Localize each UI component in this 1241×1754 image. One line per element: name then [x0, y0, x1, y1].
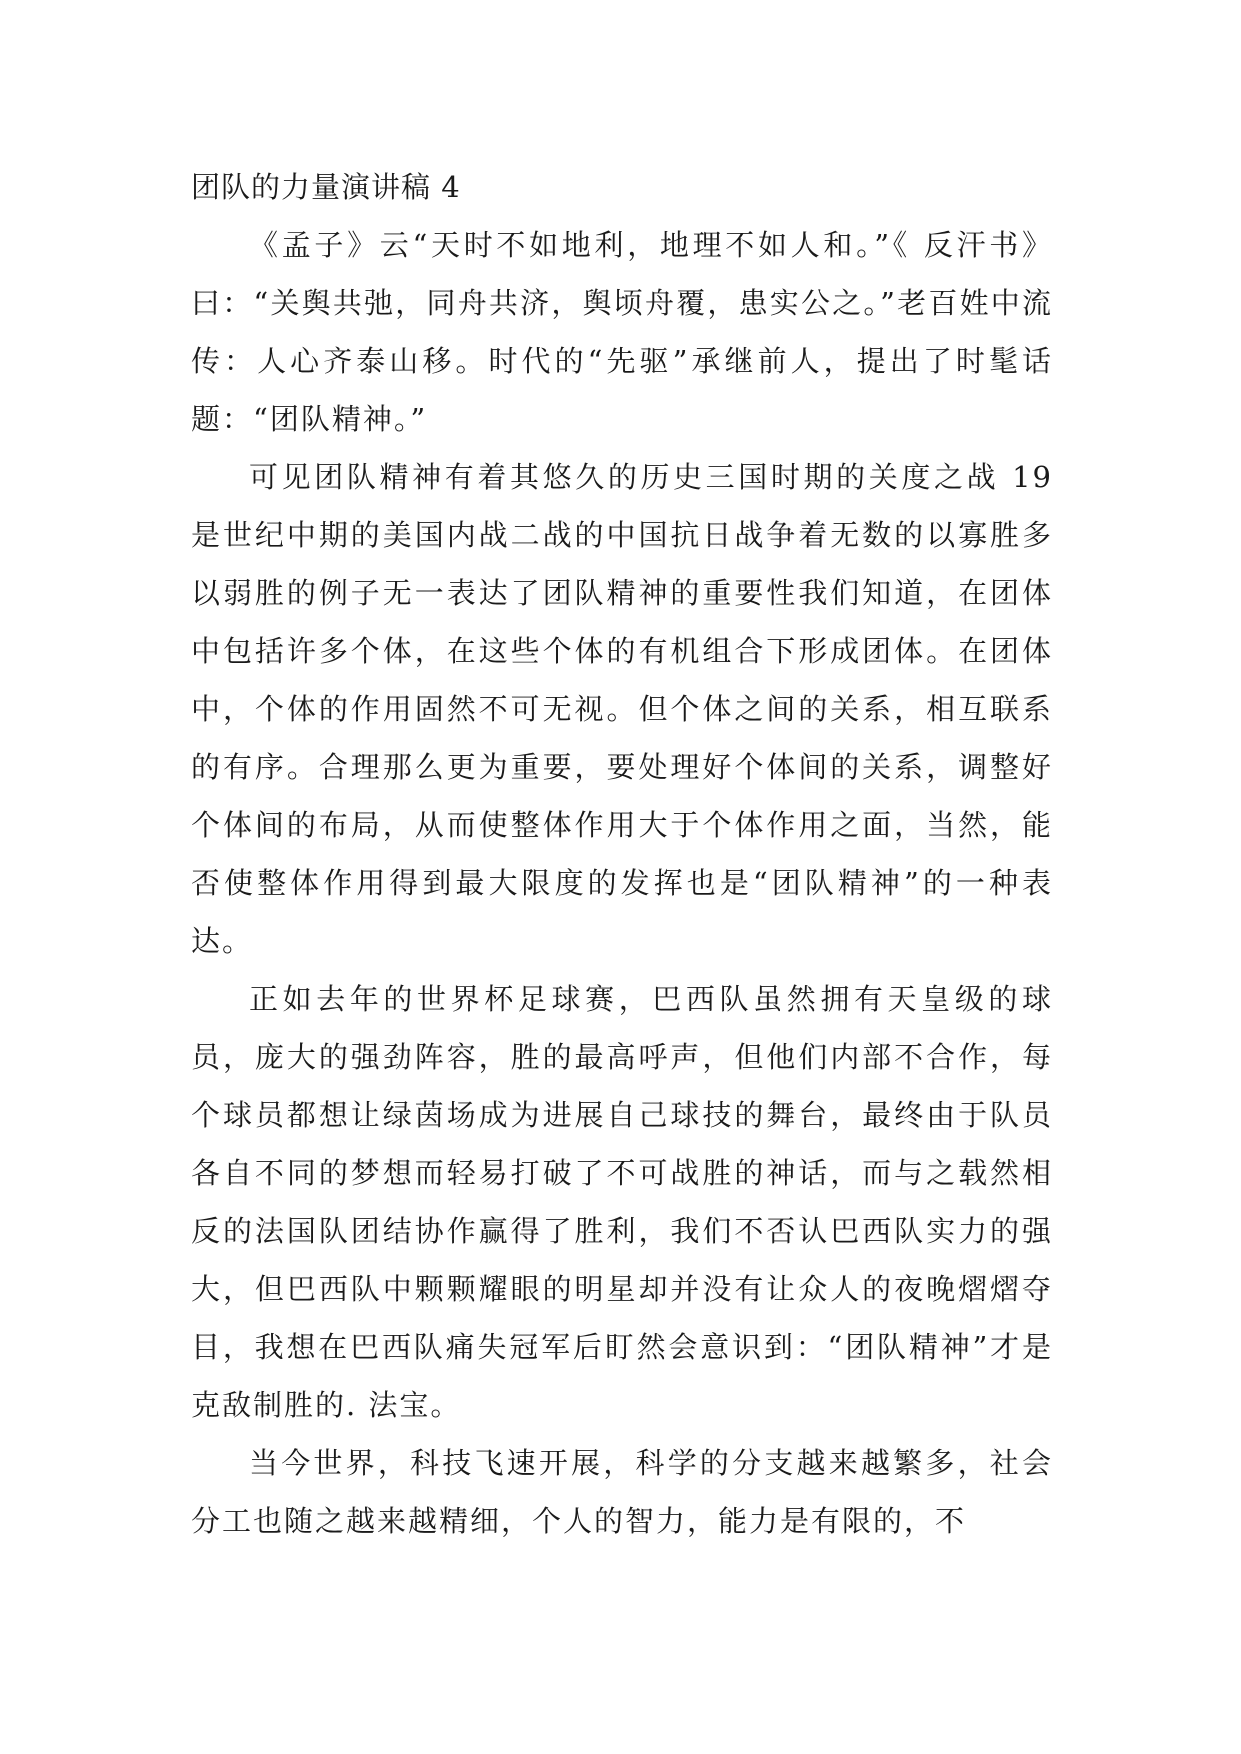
paragraph-4: 当今世界，科技飞速开展，科学的分支越来越繁多，社会分工也随之越来越精细，个人的智力，能力是有限的，不: [191, 1446, 1053, 1538]
paragraph-1: 《孟子》云“天时不如地利，地理不如人和。”《 反汗书》曰：“关舆共弛，同舟共济，舆顷舟覆，患实公之。”老百姓中流传：人心齐泰山移。时代的“先驱”承继前人，提出了时髦话题：“团队精神。”: [191, 228, 1053, 436]
paragraph-2: 可见团队精神有着其悠久的历史三国时期的关度之战 19 是世纪中期的美国内战二战的中国抗日战争着无数的以寡胜多以弱胜的例子无一表达了团队精神的重要性我们知道，在团体中包括许多个体，在这些个体的有机组合下形成团体。在团体中，个体的作用固然不可无视。但个体之间的关系，相互联系的有序。合理那么更为重要，要处理好个体间的关系，调整好个体间的布局，从而使整体作用大于个体作用之面，当然，能否使整体作用得到最大限度的发挥也是“团队精神”的一种表达。: [191, 460, 1053, 958]
document-title: 团队的力量演讲稿 4: [191, 170, 461, 204]
paragraph-3: 正如去年的世界杯足球赛，巴西队虽然拥有天皇级的球员，庞大的强劲阵容，胜的最高呼声，但他们内部不合作，每个球员都想让绿茵场成为进展自己球技的舞台，最终由于队员各自不同的梦想而轻易打破了不可战胜的神话，而与之载然相反的法国队团结协作赢得了胜利，我们不否认巴西队实力的强大，但巴西队中颗颗耀眼的明星却并没有让众人的夜晚熠熠夺目，我想在巴西队痛失冠军后盯然会意识到：“团队精神”才是克敌制胜的. 法宝。: [191, 982, 1053, 1422]
document-page: [191, 158, 1053, 1550]
